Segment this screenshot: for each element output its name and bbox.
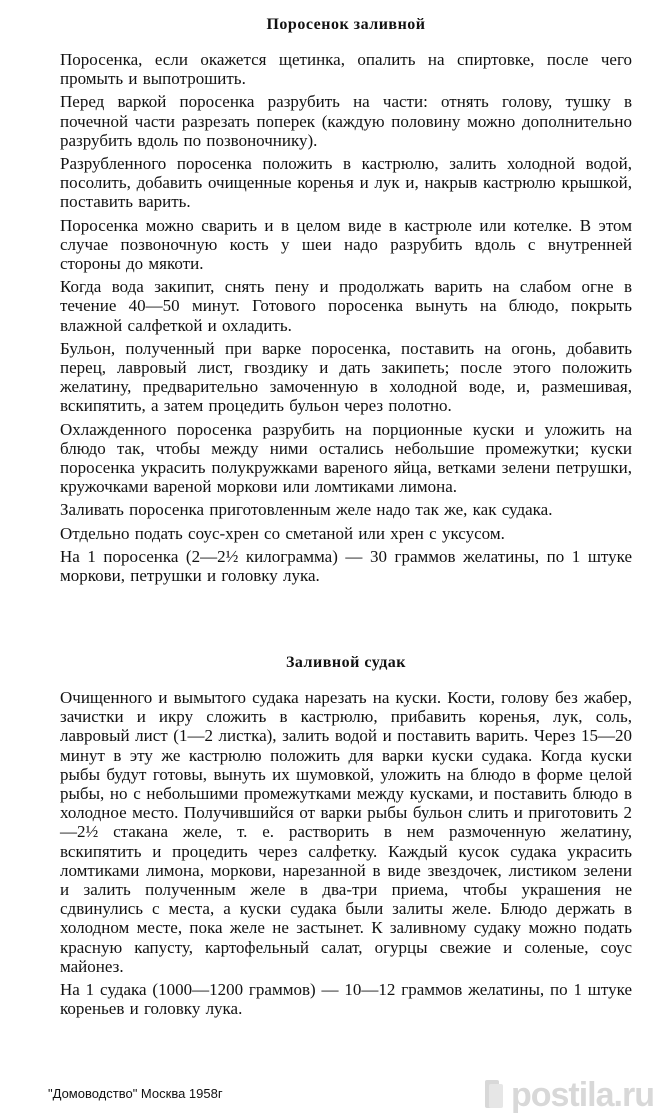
recipe-paragraph: Перед варкой поросенка разрубить на части: отнять голову, тушку в почечной части разрезать поперек (каждую половину можно дополнительно разрубить вдоль по позвоночнику). [60, 92, 632, 150]
recipe-paragraph: Отдельно подать соус-хрен со сметаной или хрен с уксусом. [60, 523, 505, 543]
source-caption: "Домоводство" Москва 1958г [48, 1086, 223, 1101]
recipe-paragraph: Поросенка, если окажется щетинка, опалить на спиртовке, после чего промыть и выпотрошить. [60, 50, 632, 89]
postila-logo-icon [481, 1078, 507, 1112]
recipe-title: Поросенок заливной [266, 16, 426, 33]
recipe-paragraph: Разрубленного поросенка положить в кастрюлю, залить холодной водой, посолить, добавить очищенные коренья и лук и, накрыв кастрюлю крышкой, поставить варить. [60, 154, 632, 212]
recipe-ingredients: На 1 судака (1000—1200 граммов) — 10—12 граммов желатины, по 1 штуке кореньев и головку лука. [60, 980, 632, 1019]
watermark-text: postila.ru [510, 1076, 654, 1114]
recipe-section-pikeperch [60, 652, 632, 1018]
recipe-paragraph: Поросенка можно сварить и в целом виде в кастрюле или котелке. В этом случае позвоночную кость у шеи надо разрубить вдоль с внутренней стороны до мякоти. [60, 215, 632, 274]
recipe-paragraph: Когда вода закипит, снять пену и продолжать варить на слабом огне в течение 40—50 минут. Готового поросенка вынуть на блюдо, покрыть влажной салфеткой и охладить. [60, 277, 632, 335]
recipe-paragraph: Заливать поросенка приготовленным желе надо так же, как судака. [60, 500, 553, 520]
recipe-ingredients: На 1 поросенка (2—2½ килограмма) — 30 граммов желатины, по 1 штуке моркови, петрушки и головку лука. [60, 546, 632, 586]
recipe-paragraph: Очищенного и вымытого судака нарезать на куски. Кости, голову без жабер, зачистки и икру сложить в кастрюлю, прибавить коренья, лук, соль, лавровый лист (1—2 листка), залить водой и поставить варить. Через 15—20 минут в эту же кастрюлю положить для варки куски судака. Когда куски рыбы будут готовы, вынуть их шумовкой, уложить на блюдо в форме целой рыбы, но с небольшими промежутками между кусками, и поставить блюдо в холодное место. Получившийся от варки рыбы бульон слить и приготовить 2—2½ стакана желе, т. е. растворить в нем размоченную желатину, вскипятить и процедить через салфетку. Каждый кусок судака украсить ломтиками лимона, моркови, нарезанной в виде звездочек, листиком зелени и залить полученным желе в два-три приема, чтобы украшения не сдвинулись с места, а куски судака были залиты желе. Блюдо держать в холодном месте, пока желе не застынет. К заливному судаку можно подать красную капусту, картофельный салат, огурцы свежие и соленые, соус майонез. [60, 688, 632, 976]
recipe-paragraph: Бульон, полученный при варке поросенка, поставить на огонь, добавить перец, лавровый лист, гвоздику и дать закипеть; после этого положить желатину, предварительно замоченную в холодной воде, и, размешивая, вскипятить, а затем процедить бульон через полотно. [60, 338, 632, 416]
recipe-paragraph: Охлажденного поросенка разрубить на порционные куски и уложить на блюдо так, чтобы между ними остались небольшие промежутки; куски поросенка украсить полукружками вареного яйца, ветками зелени петрушки, кружочками вареной моркови или ломтиками лимона. [60, 419, 632, 497]
watermark [481, 1078, 654, 1112]
recipe-title: Заливной судак [285, 654, 407, 671]
recipe-section-piglet [60, 14, 632, 585]
